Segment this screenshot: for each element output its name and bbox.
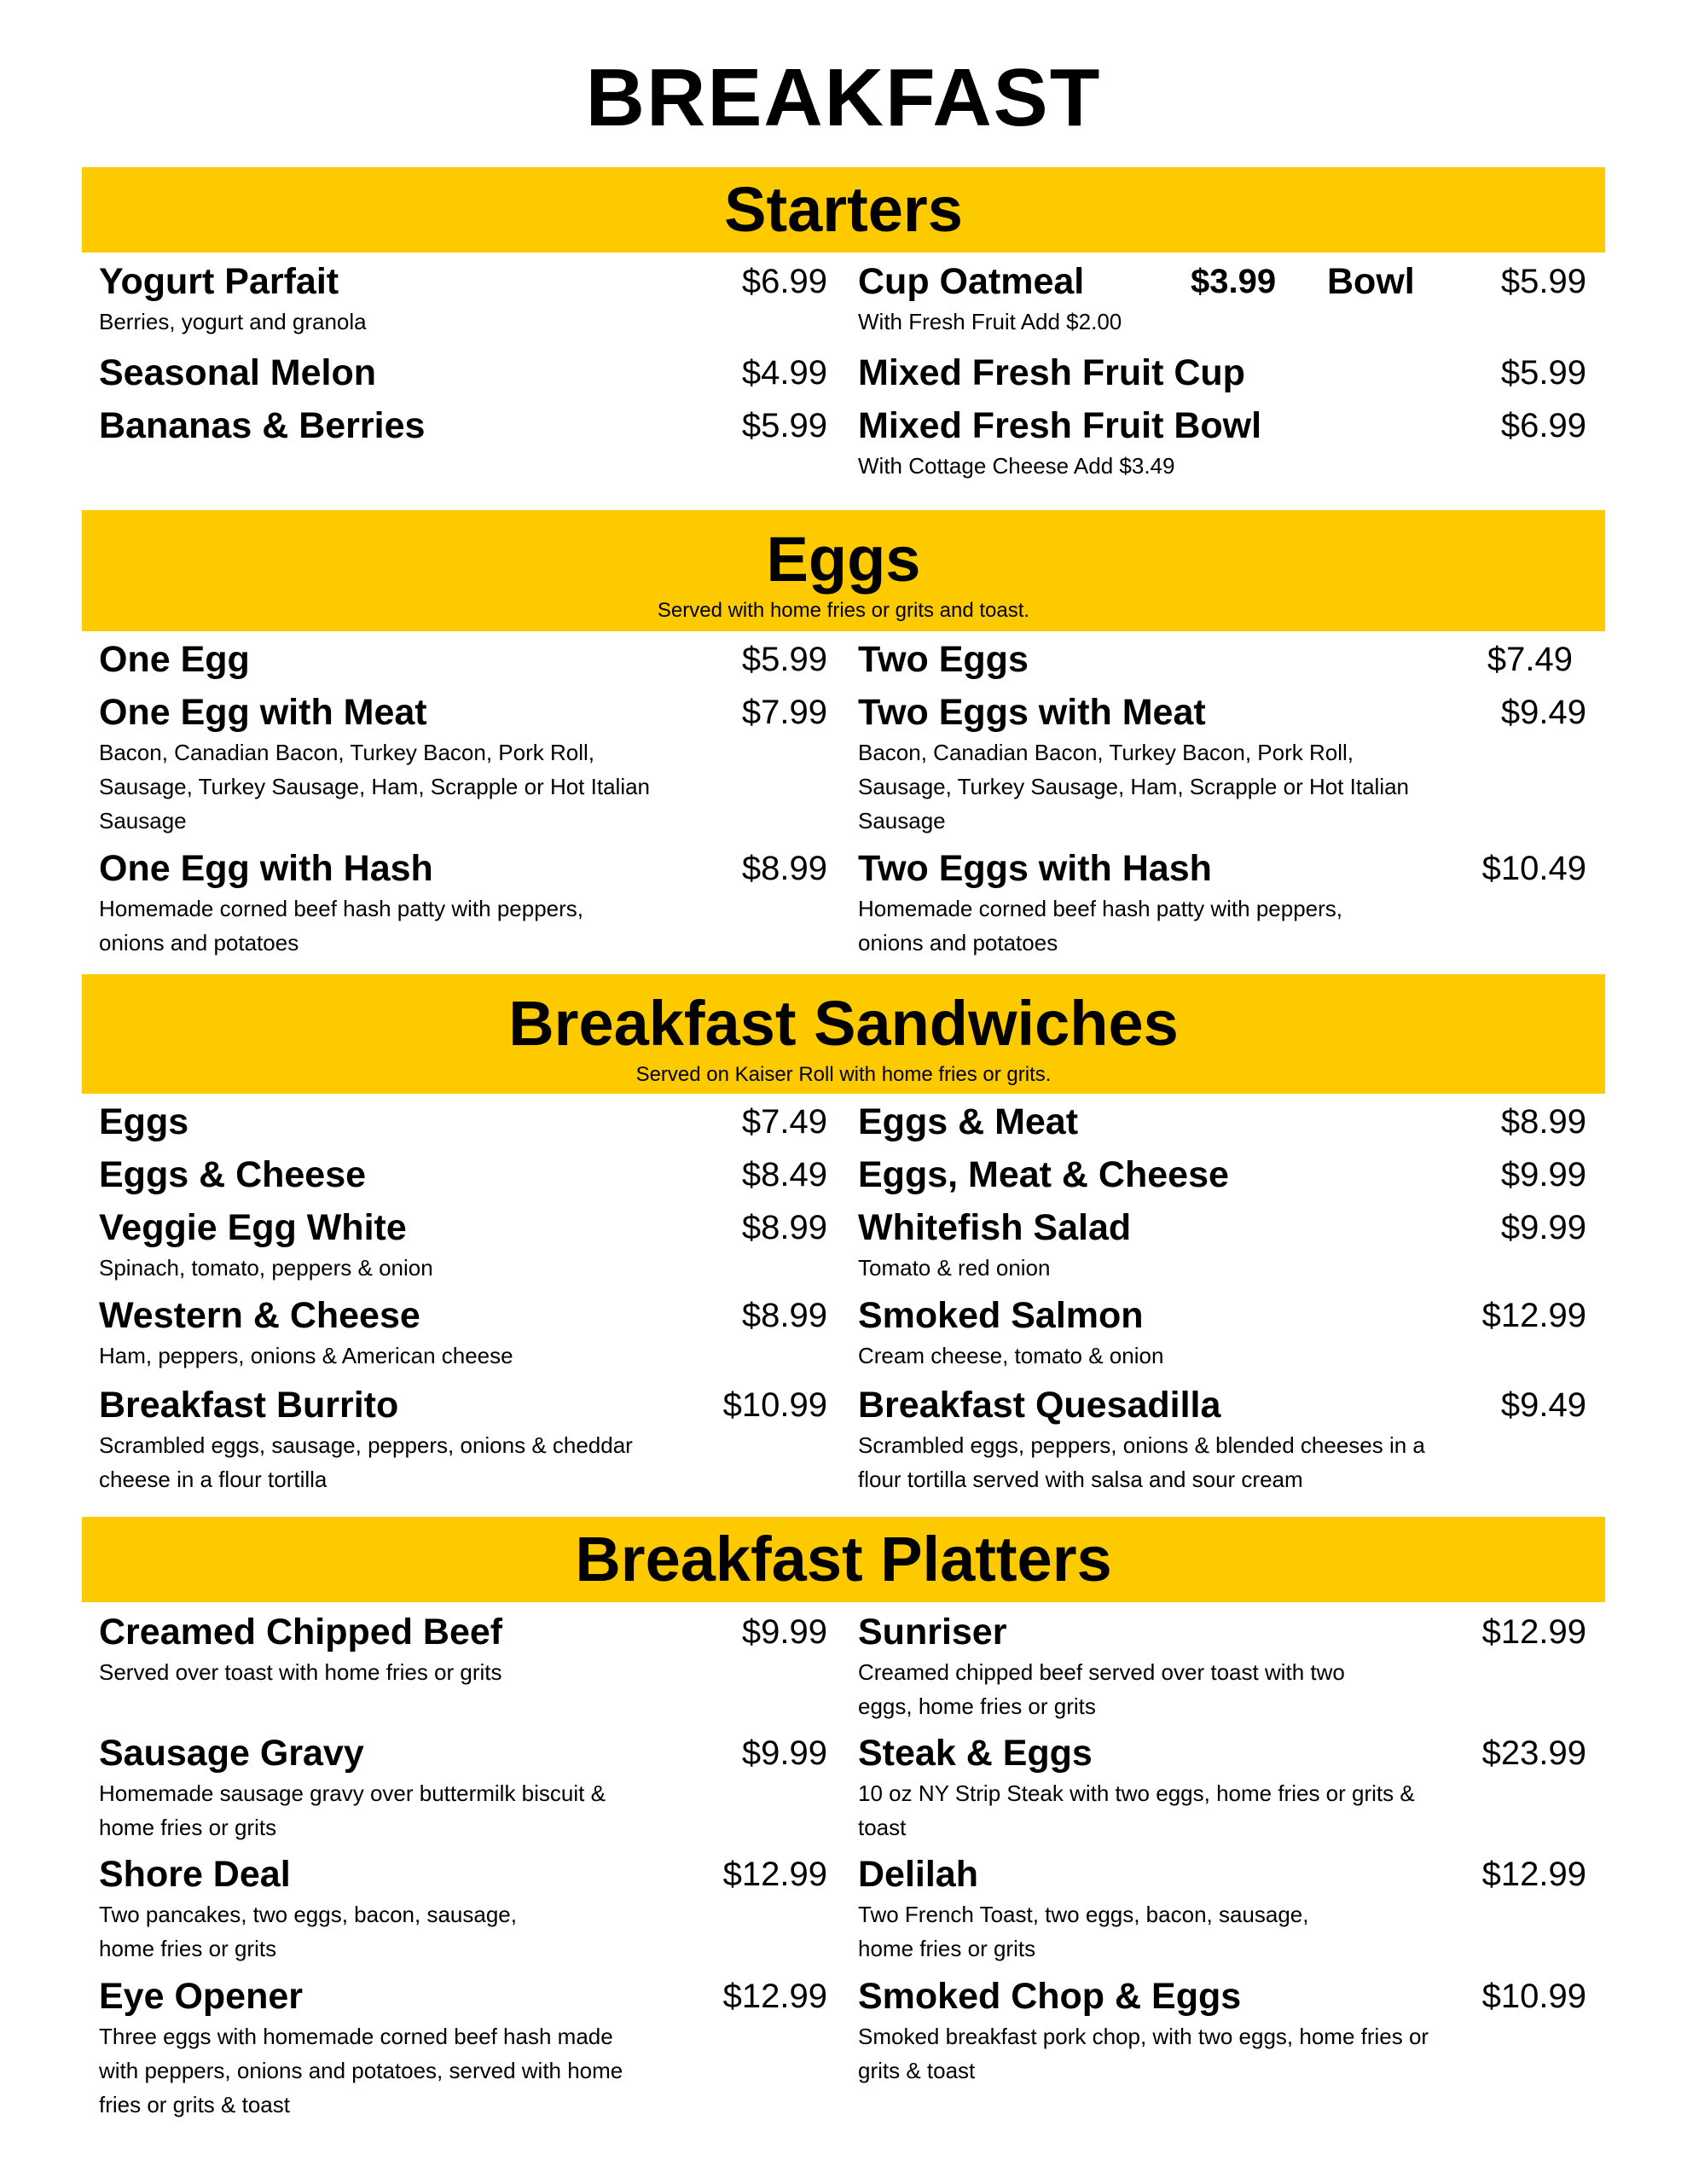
item-price: $9.99 bbox=[741, 1613, 827, 1651]
item-description: Scrambled eggs, peppers, onions & blended cheeses in a flour tortilla served with salsa and sour cream bbox=[858, 1432, 1425, 1492]
item-price: $23.99 bbox=[1481, 1734, 1586, 1772]
item-price: $6.99 bbox=[741, 263, 827, 300]
menu-item-eggs-cheese bbox=[99, 1153, 827, 1196]
menu-item-creamed-chipped-beef bbox=[99, 1611, 827, 1689]
item-description: Homemade corned beef hash patty with peppers, onions and potatoes bbox=[858, 896, 1343, 956]
item-name: Shore Deal bbox=[99, 1854, 291, 1895]
item-name: Bananas & Berries bbox=[99, 405, 426, 446]
item-price: $10.99 bbox=[1481, 1978, 1586, 2015]
menu-item-steak-eggs bbox=[858, 1732, 1586, 1844]
menu-item-western-cheese bbox=[99, 1294, 827, 1373]
item-name: Smoked Salmon bbox=[858, 1295, 1144, 1336]
item-description: Ham, peppers, onions & American cheese bbox=[99, 1343, 513, 1368]
item-price: $5.99 bbox=[741, 407, 827, 444]
item-price: $12.99 bbox=[1481, 1613, 1586, 1651]
item-price: $8.99 bbox=[1500, 1103, 1586, 1141]
item-description: Bacon, Canadian Bacon, Turkey Bacon, Pork Roll, Sausage, Turkey Sausage, Ham, Scrapple or Hot Italian Sausage bbox=[99, 740, 651, 834]
platters-title: Breakfast Platters bbox=[575, 1524, 1112, 1594]
menu-item-breakfast-burrito bbox=[99, 1384, 827, 1496]
item-description: With Fresh Fruit Add $2.00 bbox=[858, 309, 1122, 334]
menu-item-delilah bbox=[858, 1853, 1586, 1966]
item-name: Two Eggs with Meat bbox=[858, 692, 1206, 733]
item-name: Two Eggs with Hash bbox=[858, 848, 1212, 889]
item-name: Sunriser bbox=[858, 1612, 1007, 1653]
item-name: One Egg with Hash bbox=[99, 848, 433, 889]
item-price: $7.99 bbox=[741, 694, 827, 731]
item-name: Yogurt Parfait bbox=[99, 261, 339, 302]
menu-item-two-eggs-hash bbox=[858, 847, 1586, 960]
menu-item-one-egg bbox=[99, 638, 827, 681]
menu-item-bananas-berries bbox=[99, 404, 827, 447]
menu-item-fruit-cup bbox=[858, 351, 1586, 394]
bowl-label: Bowl bbox=[1327, 261, 1415, 302]
menu-item-eye-opener bbox=[99, 1975, 827, 2122]
item-price: $9.49 bbox=[1500, 694, 1586, 731]
item-price: $7.49 bbox=[741, 1103, 827, 1141]
menu-item-sausage-gravy bbox=[99, 1732, 827, 1844]
menu-item-oatmeal bbox=[858, 260, 1586, 339]
item-name: Mixed Fresh Fruit Cup bbox=[858, 352, 1245, 393]
item-description: Spinach, tomato, peppers & onion bbox=[99, 1255, 433, 1281]
menu-item-smoked-chop-eggs bbox=[858, 1975, 1586, 2088]
item-name: Seasonal Melon bbox=[99, 352, 376, 393]
menu-item-seasonal-melon bbox=[99, 351, 827, 394]
item-description: Smoked breakfast pork chop, with two eggs, home fries or grits & toast bbox=[858, 2024, 1429, 2083]
menu-item-smoked-salmon bbox=[858, 1294, 1586, 1373]
item-price: $8.99 bbox=[741, 850, 827, 887]
item-description: Homemade sausage gravy over buttermilk biscuit & home fries or grits bbox=[99, 1780, 606, 1840]
item-name: Eggs bbox=[99, 1101, 189, 1142]
menu-item-one-egg-hash bbox=[99, 847, 827, 960]
item-name: Sausage Gravy bbox=[99, 1733, 364, 1774]
item-name: Mixed Fresh Fruit Bowl bbox=[858, 405, 1262, 446]
sandwiches-header bbox=[82, 974, 1605, 1094]
item-price: $10.49 bbox=[1481, 850, 1586, 887]
menu-item-sunriser bbox=[858, 1611, 1586, 1723]
item-name: Breakfast Quesadilla bbox=[858, 1385, 1221, 1426]
item-price: $9.99 bbox=[741, 1734, 827, 1772]
menu-item-veggie-egg-white bbox=[99, 1206, 827, 1285]
menu-item-shore-deal bbox=[99, 1853, 827, 1966]
item-price: $5.99 bbox=[741, 641, 827, 678]
item-price: $12.99 bbox=[1481, 1856, 1586, 1893]
item-description: Two French Toast, two eggs, bacon, sausage, home fries or grits bbox=[858, 1902, 1309, 1961]
item-name: Eggs & Cheese bbox=[99, 1154, 367, 1195]
eggs-header bbox=[82, 510, 1605, 631]
item-description: Scrambled eggs, sausage, peppers, onions & cheddar cheese in a flour tortilla bbox=[99, 1432, 633, 1492]
menu-item-two-eggs bbox=[858, 638, 1573, 681]
menu-item-yogurt-parfait bbox=[99, 260, 827, 339]
bowl-price: $5.99 bbox=[1500, 263, 1586, 300]
item-price: $8.99 bbox=[741, 1297, 827, 1334]
item-name: Eye Opener bbox=[99, 1976, 303, 2017]
starters-header bbox=[82, 167, 1605, 253]
menu-item-whitefish-salad bbox=[858, 1206, 1586, 1285]
item-price: $4.99 bbox=[741, 354, 827, 392]
item-name: Veggie Egg White bbox=[99, 1207, 407, 1248]
item-description: Tomato & red onion bbox=[858, 1255, 1051, 1281]
item-price: $12.99 bbox=[1481, 1297, 1586, 1334]
starters-title: Starters bbox=[724, 174, 963, 245]
menu-item-one-egg-meat bbox=[99, 691, 827, 838]
item-price: $6.99 bbox=[1500, 407, 1586, 444]
cup-price: $3.99 bbox=[1191, 263, 1277, 300]
item-description: Creamed chipped beef served over toast with two eggs, home fries or grits bbox=[858, 1659, 1345, 1719]
item-price: $8.99 bbox=[741, 1209, 827, 1246]
item-price: $9.49 bbox=[1500, 1386, 1586, 1424]
item-description: Bacon, Canadian Bacon, Turkey Bacon, Pork Roll, Sausage, Turkey Sausage, Ham, Scrapple or Hot Italian Sausage bbox=[858, 740, 1410, 834]
item-name: Delilah bbox=[858, 1854, 978, 1895]
item-name: Eggs, Meat & Cheese bbox=[858, 1154, 1229, 1195]
item-name: Two Eggs bbox=[858, 639, 1029, 680]
item-description: Served over toast with home fries or grits bbox=[99, 1659, 502, 1685]
item-price: $5.99 bbox=[1500, 354, 1586, 392]
item-name: One Egg with Meat bbox=[99, 692, 427, 733]
item-price: $7.49 bbox=[1487, 641, 1573, 678]
item-description: With Cottage Cheese Add $3.49 bbox=[858, 453, 1175, 479]
item-price: $9.99 bbox=[1500, 1156, 1586, 1194]
menu-item-eggs-meat-cheese bbox=[858, 1153, 1586, 1196]
item-description: 10 oz NY Strip Steak with two eggs, home fries or grits & toast bbox=[858, 1780, 1415, 1840]
platters-header bbox=[82, 1517, 1605, 1602]
item-description: Three eggs with homemade corned beef hash made with peppers, onions and potatoes, served with home fries or grits & toast bbox=[99, 2024, 623, 2117]
item-name: Breakfast Burrito bbox=[99, 1385, 399, 1426]
item-description: Cream cheese, tomato & onion bbox=[858, 1343, 1164, 1368]
item-name: Steak & Eggs bbox=[858, 1733, 1093, 1774]
menu-item-breakfast-quesadilla bbox=[858, 1384, 1586, 1496]
item-name: Eggs & Meat bbox=[858, 1101, 1079, 1142]
eggs-title: Eggs bbox=[766, 524, 921, 595]
item-name: Whitefish Salad bbox=[858, 1207, 1132, 1248]
item-description: Berries, yogurt and granola bbox=[99, 309, 367, 334]
item-description: Two pancakes, two eggs, bacon, sausage, home fries or grits bbox=[99, 1902, 517, 1961]
sandwiches-subtitle: Served on Kaiser Roll with home fries or grits. bbox=[635, 1063, 1052, 1086]
item-name: One Egg bbox=[99, 639, 250, 680]
sandwiches-title: Breakfast Sandwiches bbox=[508, 988, 1179, 1059]
menu-item-eggs-meat bbox=[858, 1101, 1586, 1143]
item-price: $12.99 bbox=[722, 1978, 827, 2015]
eggs-subtitle: Served with home fries or grits and toast. bbox=[657, 599, 1030, 622]
item-name: Smoked Chop & Eggs bbox=[858, 1976, 1242, 2017]
item-price: $12.99 bbox=[722, 1856, 827, 1893]
item-price: $9.99 bbox=[1500, 1209, 1586, 1246]
item-name: Cup Oatmeal bbox=[858, 261, 1085, 302]
item-price: $10.99 bbox=[722, 1386, 827, 1424]
menu-item-two-eggs-meat bbox=[858, 691, 1586, 838]
page-title: BREAKFAST bbox=[585, 52, 1102, 143]
item-name: Creamed Chipped Beef bbox=[99, 1612, 503, 1653]
menu-item-fruit-bowl bbox=[858, 404, 1586, 483]
item-price: $8.49 bbox=[741, 1156, 827, 1194]
item-description: Homemade corned beef hash patty with peppers, onions and potatoes bbox=[99, 896, 584, 956]
item-name: Western & Cheese bbox=[99, 1295, 420, 1336]
menu-item-eggs bbox=[99, 1101, 827, 1143]
